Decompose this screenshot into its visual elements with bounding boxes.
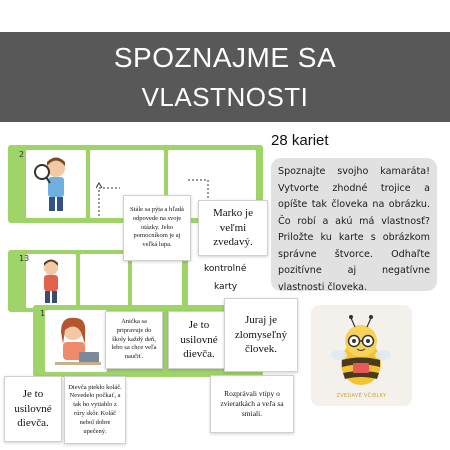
image-slot xyxy=(45,310,107,372)
sentence-card[interactable]: Je to usilovné dievča. xyxy=(4,376,62,442)
sentence-card[interactable]: Marko je veľmi zvedavý. xyxy=(198,200,268,256)
boy-illustration xyxy=(26,254,76,308)
card-count: 28 kariet xyxy=(271,132,329,149)
control-label-2: karty xyxy=(214,282,238,292)
bee-icon xyxy=(311,305,412,406)
title-line-1: SPOZNAJME SA xyxy=(113,42,337,73)
image-slot xyxy=(26,150,86,218)
title-banner xyxy=(0,32,450,122)
strip-number: 13 xyxy=(19,254,30,263)
sentence-card[interactable]: Juraj je zlomyseľný človek. xyxy=(224,298,298,372)
bee-card-label: ZVEDAVÉ VČIELKY xyxy=(336,393,387,399)
sentence-card[interactable]: Stále sa pýta a hľadá odpovede na svoje otázky. Jeho pomocníkom je aj veľká lupa. xyxy=(123,195,191,261)
sentence-card[interactable]: Anička sa pripravuje do školy každý deň, lebo sa chce veľa naučiť. xyxy=(105,311,163,369)
sentence-card[interactable]: Rozprávali vtipy o zvieratkách a veľa sa smiali. xyxy=(210,375,294,433)
sentence-card[interactable]: Dievča piekło koláč. Nevedelo počkať, a tak ho vytiahlo z rúry skôr. Koláč nebol dobre upečený. xyxy=(64,376,126,444)
control-label-1: kontrolné xyxy=(204,264,247,274)
title-line-2: VLASTNOSTI xyxy=(141,82,309,112)
image-slot xyxy=(26,254,76,308)
boy-magnifier-illustration xyxy=(26,150,86,218)
strip-number: 1 xyxy=(40,309,46,318)
bee-logo-card xyxy=(311,305,412,406)
sentence-card[interactable]: Je to usilovné dievča. xyxy=(168,311,230,369)
description-box: Spoznajte svojho kamaráta! Vytvorte zhodné trojice a opíšte tak človeka na obrázku. Čo robí a akú má vlastnosť? Priložte ku karte s obrázkom správne štvorce. Odhaľte pozitívne aj negatívne vlastnosti človeka. xyxy=(271,158,437,291)
strip-number: 2 xyxy=(19,150,25,159)
empty-slot xyxy=(132,254,182,308)
dashed-arrow xyxy=(96,180,126,218)
girl-laptop-illustration xyxy=(45,310,107,372)
empty-slot xyxy=(80,254,128,308)
